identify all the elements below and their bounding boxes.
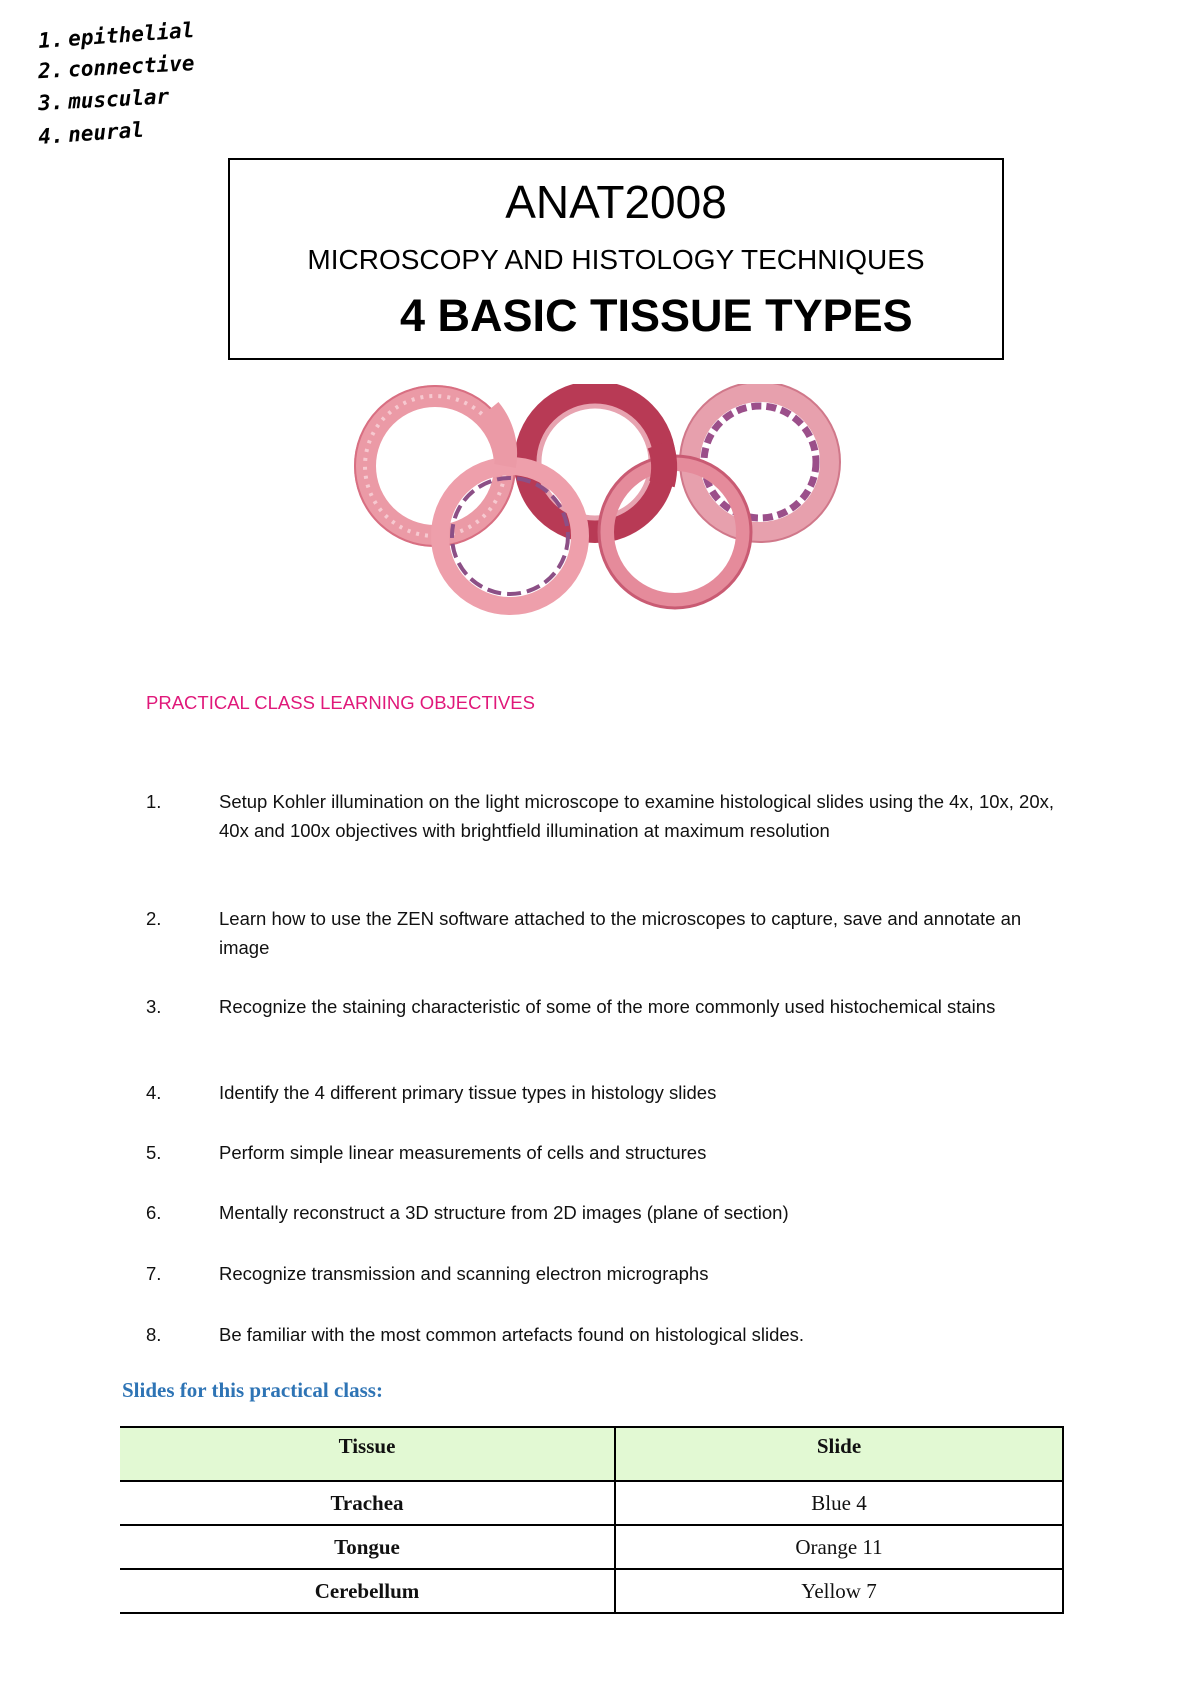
objective-text: Recognize transmission and scanning electron micrographs: [219, 1263, 709, 1284]
note-text: connective: [67, 51, 195, 82]
note-text: muscular: [67, 84, 170, 114]
objective-text: Mentally reconstruct a 3D structure from 2D images (plane of section): [219, 1202, 789, 1223]
objective-text: Perform simple linear measurements of cells and structures: [219, 1142, 707, 1163]
tissue-rings-image: [340, 384, 880, 624]
note-text: neural: [67, 117, 145, 147]
objective-text: Identify the 4 different primary tissue types in histology slides: [219, 1082, 717, 1103]
column-header-slide: Slide: [615, 1427, 1063, 1481]
title-box: [228, 158, 1004, 360]
page-title: 4 BASIC TISSUE TYPES: [400, 290, 913, 341]
handwritten-notes: [37, 18, 238, 149]
objective-number: 6.: [146, 1202, 162, 1223]
slide-cell: Yellow 7: [615, 1569, 1063, 1613]
note-number: 2.: [37, 57, 65, 84]
course-name: MICROSCOPY AND HISTOLOGY TECHNIQUES: [307, 244, 925, 275]
objective-number: 1.: [146, 791, 162, 812]
tissue-cell: Tongue: [120, 1525, 615, 1569]
tissue-ring-detail: [704, 406, 816, 518]
table-header-row: [120, 1427, 1063, 1481]
objective-text: Setup Kohler illumination on the light microscope to examine histological slides using the 4x, 10x, 20x, 40x and 100x objectives with brightfield illumination at maximum resolution: [219, 791, 1055, 841]
note-number: 3.: [37, 89, 65, 116]
objective-number: 3.: [146, 996, 162, 1017]
tissue-cell: Cerebellum: [120, 1569, 615, 1613]
note-number: 1.: [37, 27, 65, 53]
objectives-heading: PRACTICAL CLASS LEARNING OBJECTIVES: [146, 692, 535, 713]
table-row: [120, 1481, 1063, 1525]
course-code: ANAT2008: [505, 176, 727, 228]
note-number: 4.: [37, 123, 65, 149]
table-row: [120, 1569, 1063, 1613]
slides-table: [120, 1426, 1064, 1614]
tissue-cell: Trachea: [120, 1481, 615, 1525]
objective-number: 7.: [146, 1263, 162, 1284]
objective-number: 5.: [146, 1142, 162, 1163]
tissue-ring-overlap: [660, 444, 664, 484]
objective-number: 4.: [146, 1082, 162, 1103]
slides-heading: Slides for this practical class:: [122, 1378, 383, 1402]
objective-number: 8.: [146, 1324, 162, 1345]
slide-cell: Orange 11: [615, 1525, 1063, 1569]
objective-number: 2.: [146, 908, 162, 929]
objective-text: Learn how to use the ZEN software attached to the microscopes to capture, save and annotate an image: [219, 908, 1022, 958]
objective-text: Recognize the staining characteristic of some of the more commonly used histochemical stains: [219, 996, 996, 1017]
table-row: [120, 1525, 1063, 1569]
slide-cell: Blue 4: [615, 1481, 1063, 1525]
note-text: epithelial: [67, 18, 196, 51]
column-header-tissue: Tissue: [120, 1427, 615, 1481]
tissue-ring: [690, 392, 830, 532]
objective-text: Be familiar with the most common artefacts found on histological slides.: [219, 1324, 805, 1345]
